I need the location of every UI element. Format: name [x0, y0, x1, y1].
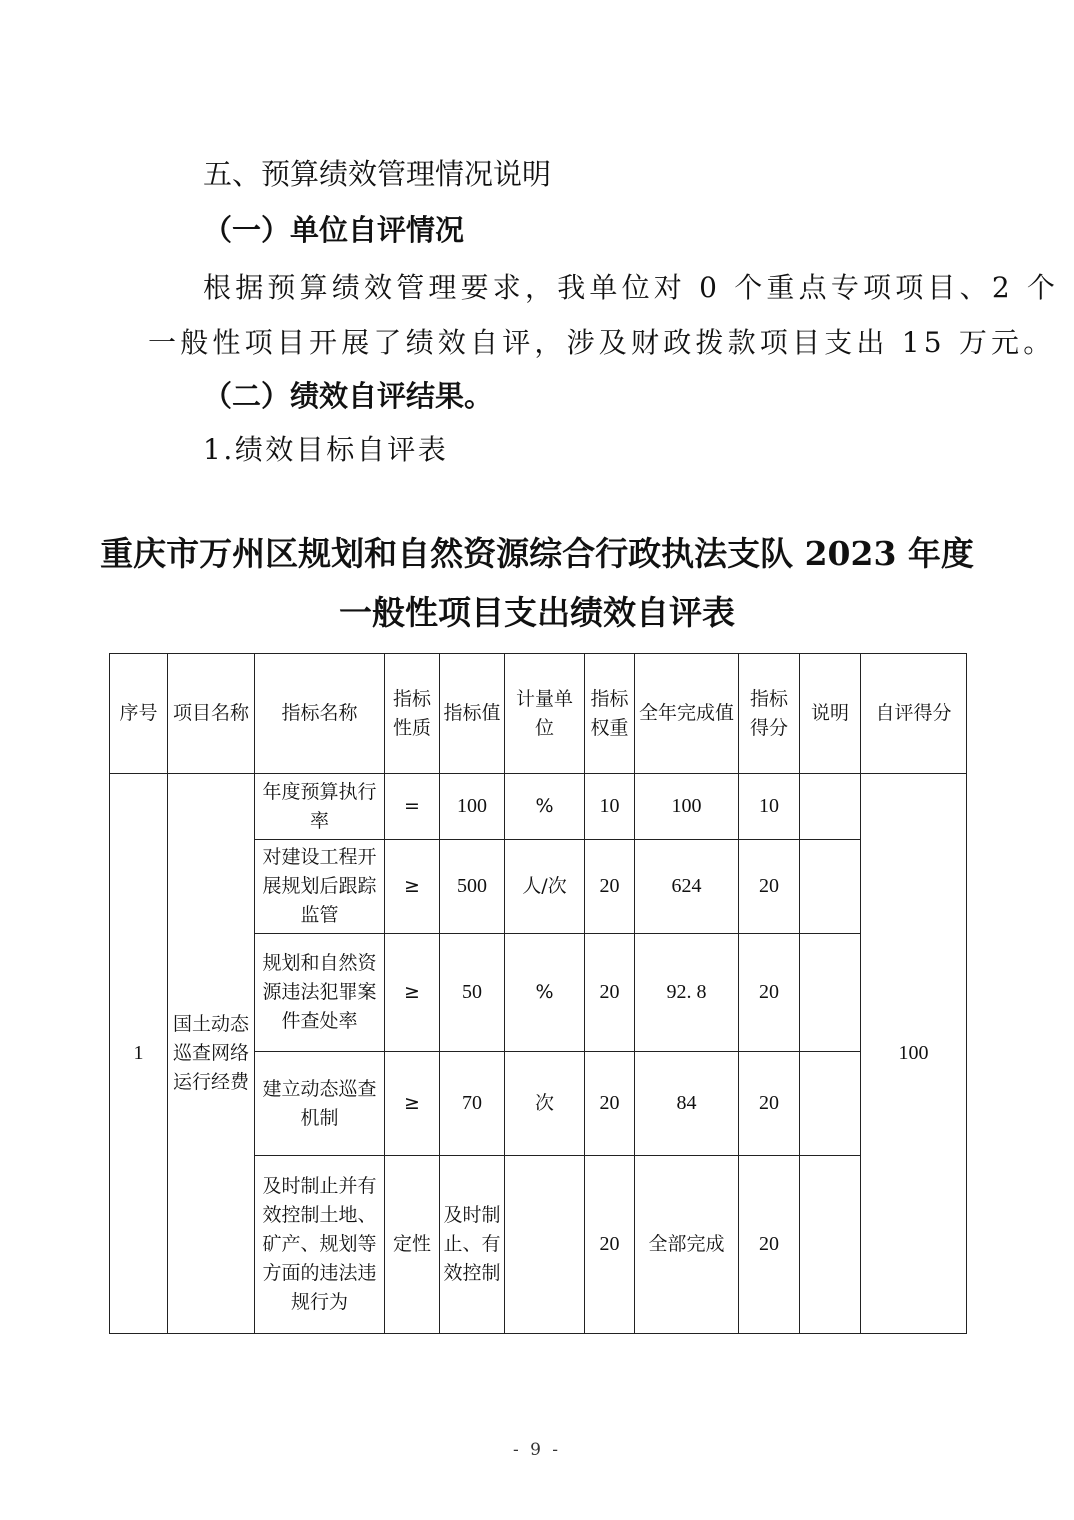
table-row	[110, 774, 967, 840]
cell-value: 50	[440, 934, 505, 1052]
page-number: - 9 -	[512, 1440, 562, 1460]
cell-indicator-name: 规划和自然资源违法犯罪案件查处率	[255, 934, 385, 1052]
cell-indicator-name: 建立动态巡查机制	[255, 1052, 385, 1156]
cell-weight: 10	[585, 774, 635, 840]
cell-weight: 20	[585, 1156, 635, 1334]
cell-nature: ≥	[385, 1052, 440, 1156]
cell-project-name: 国土动态巡查网络运行经费	[168, 774, 255, 1334]
cell-score: 20	[739, 1156, 800, 1334]
cell-value: 500	[440, 840, 505, 934]
cell-unit: 人/次	[505, 840, 585, 934]
cell-weight: 20	[585, 934, 635, 1052]
cell-score: 20	[739, 840, 800, 934]
cell-note	[800, 840, 861, 934]
header-actual-value: 全年完成值	[635, 654, 739, 774]
cell-nature: 定性	[385, 1156, 440, 1334]
cell-note	[800, 1052, 861, 1156]
cell-seq: 1	[110, 774, 168, 1334]
cell-unit: %	[505, 934, 585, 1052]
cell-note	[800, 774, 861, 840]
header-indicator-score: 指标得分	[739, 654, 800, 774]
header-indicator-nature: 指标性质	[385, 654, 440, 774]
cell-actual: 全部完成	[635, 1156, 739, 1334]
cell-indicator-name: 及时制止并有效控制土地、矿产、规划等方面的违法违规行为	[255, 1156, 385, 1334]
cell-value: 及时制止、有效控制	[440, 1156, 505, 1334]
cell-actual: 624	[635, 840, 739, 934]
cell-nature: ≥	[385, 934, 440, 1052]
header-note: 说明	[800, 654, 861, 774]
cell-value: 70	[440, 1052, 505, 1156]
cell-actual: 84	[635, 1052, 739, 1156]
cell-nature: =	[385, 774, 440, 840]
cell-score: 20	[739, 1052, 800, 1156]
cell-weight: 20	[585, 840, 635, 934]
table-title-line-1: 重庆市万州区规划和自然资源综合行政执法支队 2023 年度	[100, 534, 974, 573]
section-heading: 五、预算绩效管理情况说明	[203, 157, 552, 191]
cell-unit: %	[505, 774, 585, 840]
cell-score: 20	[739, 934, 800, 1052]
header-seq: 序号	[110, 654, 168, 774]
cell-unit: 次	[505, 1052, 585, 1156]
header-weight: 指标权重	[585, 654, 635, 774]
cell-note	[800, 934, 861, 1052]
cell-weight: 20	[585, 1052, 635, 1156]
cell-value: 100	[440, 774, 505, 840]
cell-self-score: 100	[861, 774, 967, 1334]
subheading-results: （二）绩效自评结果。	[203, 379, 494, 413]
cell-actual: 100	[635, 774, 739, 840]
evaluation-table	[109, 653, 967, 1334]
header-indicator-name: 指标名称	[255, 654, 385, 774]
cell-score: 10	[739, 774, 800, 840]
table-header-row	[110, 654, 967, 774]
cell-actual: 92. 8	[635, 934, 739, 1052]
header-project-name: 项目名称	[168, 654, 255, 774]
cell-indicator-name: 年度预算执行率	[255, 774, 385, 840]
table-title-line-2: 一般性项目支出绩效自评表	[339, 593, 735, 632]
subheading-self-evaluation: （一）单位自评情况	[203, 213, 465, 247]
paragraph-line-2: 一般性项目开展了绩效自评，涉及财政拨款项目支出 15 万元。	[148, 326, 1056, 359]
header-self-score: 自评得分	[861, 654, 967, 774]
header-indicator-value: 指标值	[440, 654, 505, 774]
cell-nature: ≥	[385, 840, 440, 934]
cell-unit	[505, 1156, 585, 1334]
cell-indicator-name: 对建设工程开展规划后跟踪监管	[255, 840, 385, 934]
paragraph-line-1: 根据预算绩效管理要求，我单位对 0 个重点专项项目、2 个	[203, 271, 1060, 304]
cell-note	[800, 1156, 861, 1334]
header-unit: 计量单位	[505, 654, 585, 774]
list-item-target-table: 1.绩效目标自评表	[203, 433, 449, 466]
